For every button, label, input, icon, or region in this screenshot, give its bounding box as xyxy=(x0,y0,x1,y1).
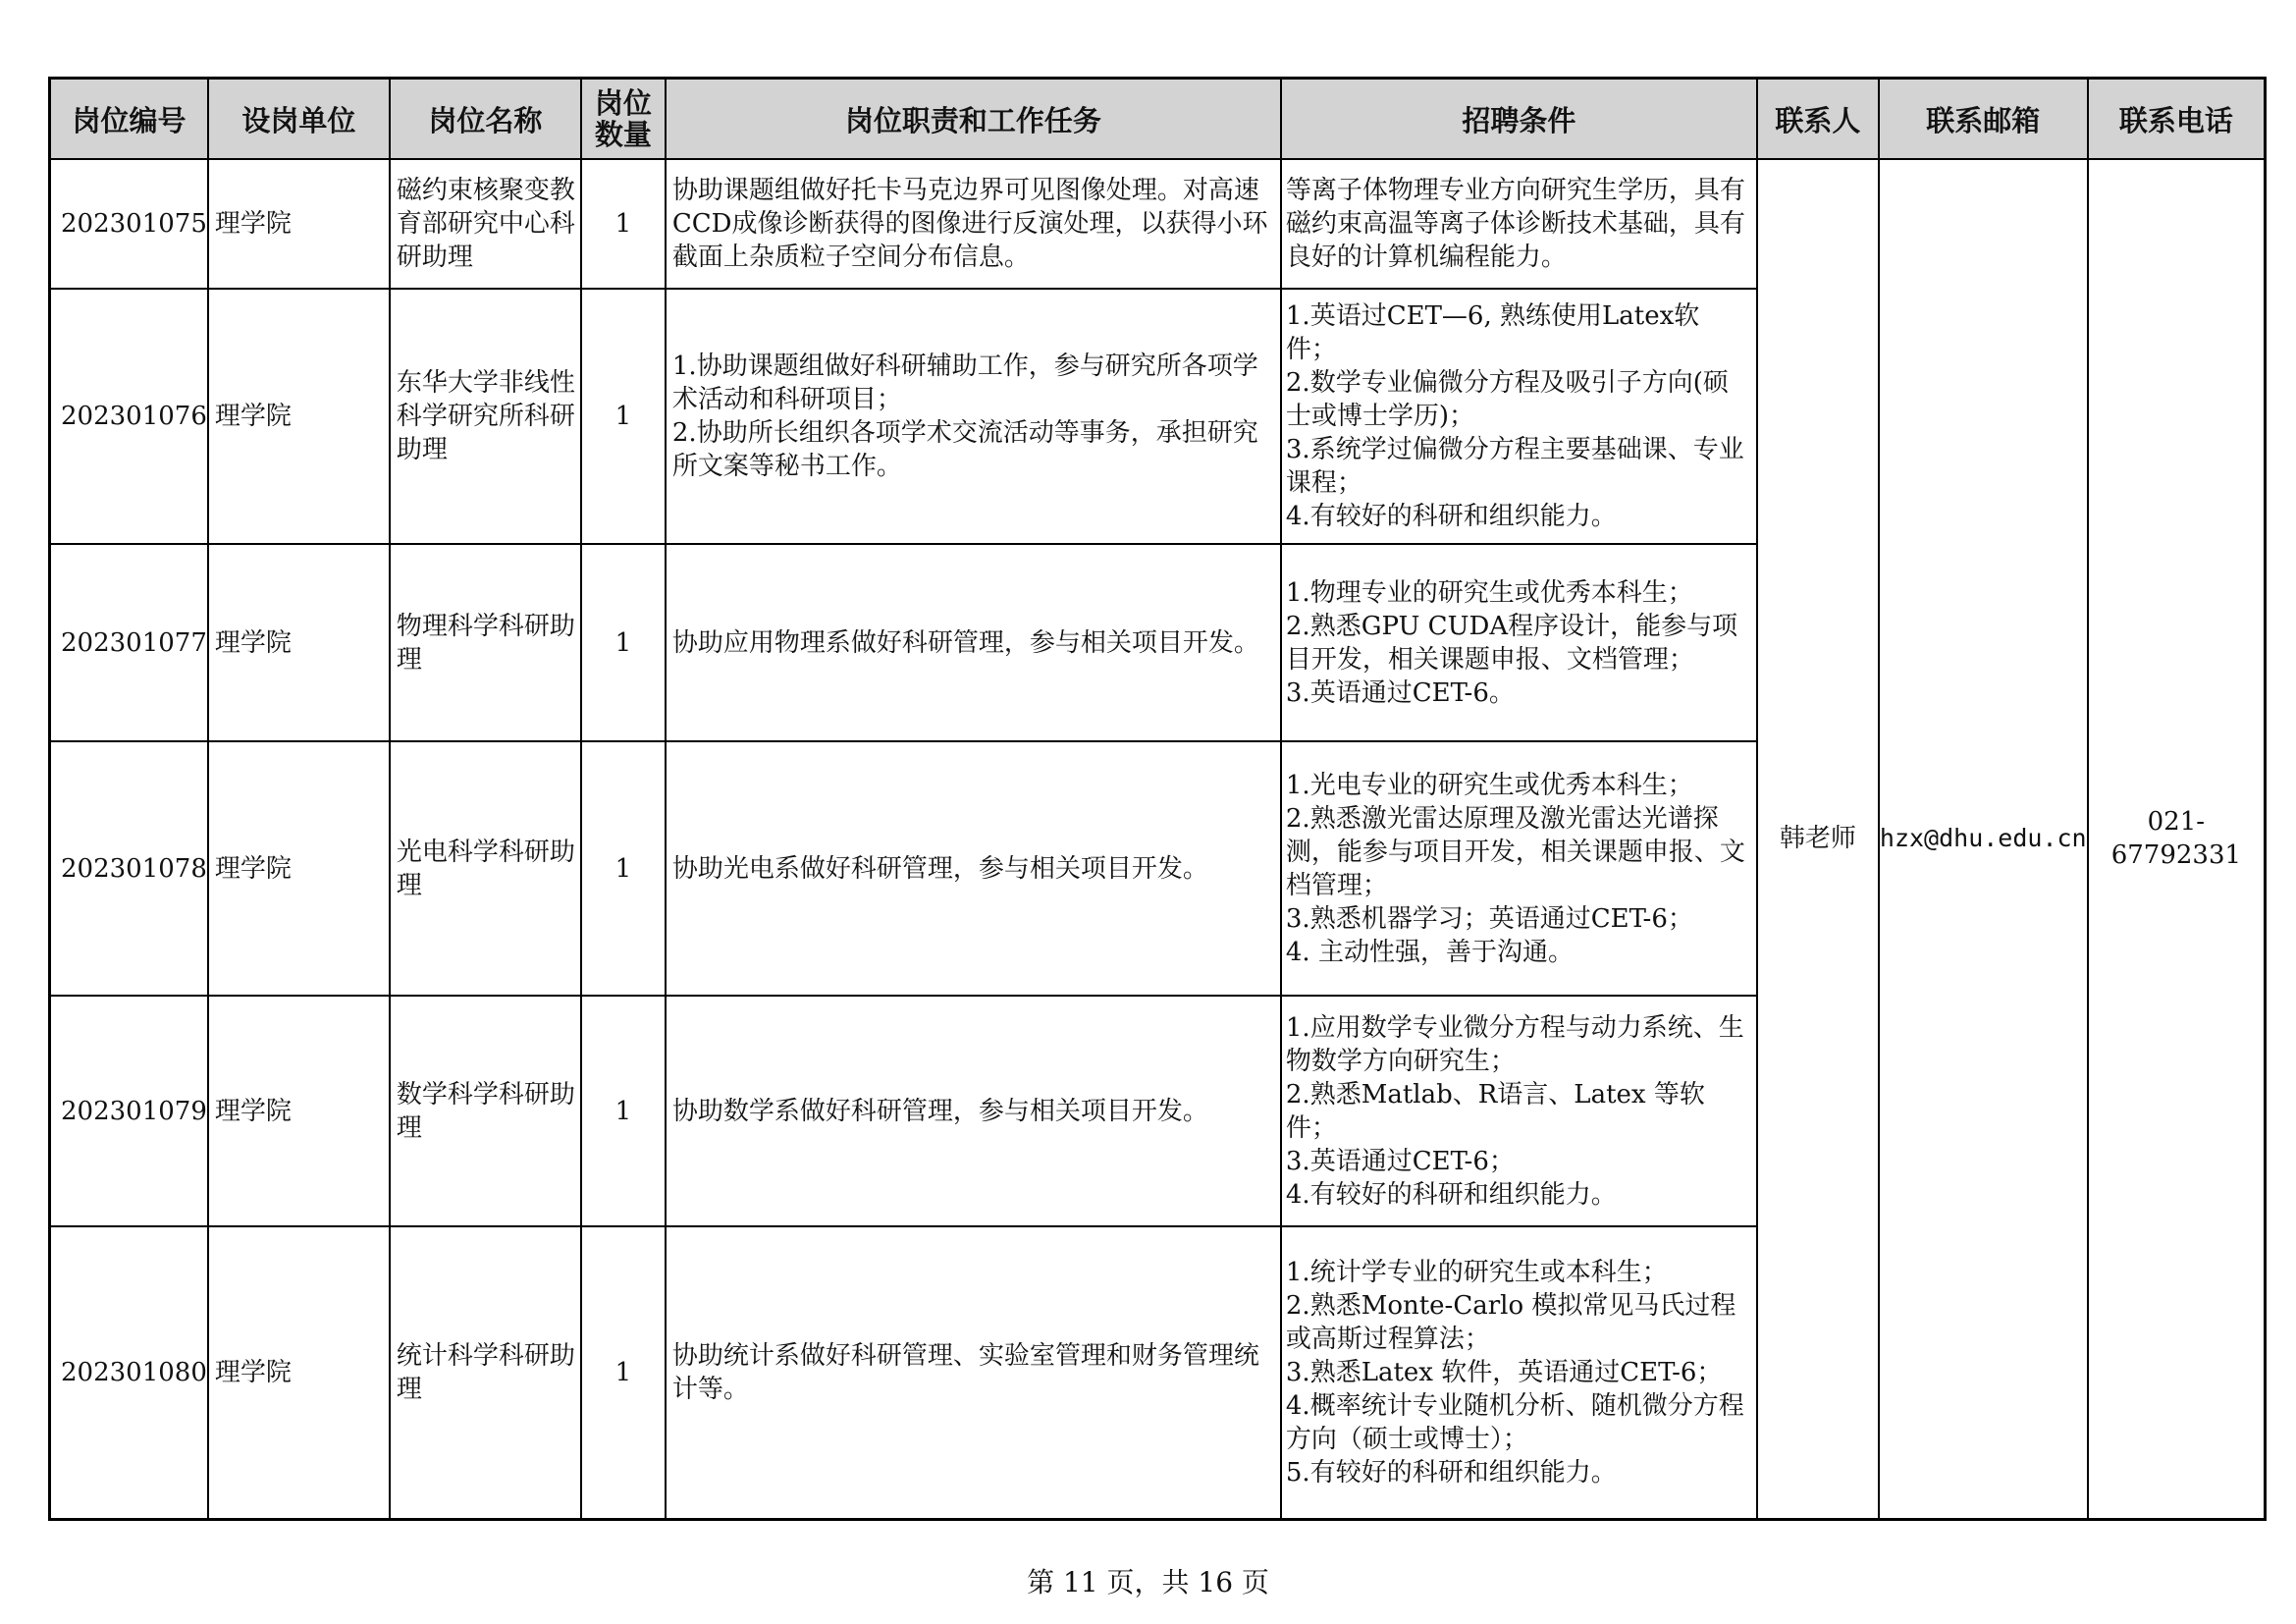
cell-qty: 1 xyxy=(581,1226,666,1519)
cell-qty: 1 xyxy=(581,544,666,741)
header-contact: 联系人 xyxy=(1757,79,1879,160)
header-unit: 设岗单位 xyxy=(208,79,390,160)
header-phone: 联系电话 xyxy=(2088,79,2266,160)
page-footer: 第 11 页，共 16 页 xyxy=(1027,1566,1269,1598)
cell-unit: 理学院 xyxy=(208,996,390,1226)
cell-id: 202301078 xyxy=(50,741,208,996)
cell-id: 202301076 xyxy=(50,289,208,544)
cell-qty: 1 xyxy=(581,741,666,996)
cell-id: 202301077 xyxy=(50,544,208,741)
cell-duty: 协助光电系做好科研管理，参与相关项目开发。 xyxy=(666,741,1281,996)
cell-requirements: 1.统计学专业的研究生或本科生； 2.熟悉Monte-Carlo 模拟常见马氏过程或高斯过程算法； 3.熟悉Latex 软件，英语通过CET-6； 4.概率统计专业随机分析、随机微分方程方向（硕士或博士）； 5.有较好的科研和组织能力。 xyxy=(1281,1226,1757,1519)
recruitment-table-sheet xyxy=(48,77,2267,1521)
cell-requirements: 1.光电专业的研究生或优秀本科生； 2.熟悉激光雷达原理及激光雷达光谱探测，能参与项目开发，相关课题申报、文档管理； 3.熟悉机器学习；英语通过CET-6； 4. 主动性强，善于沟通。 xyxy=(1281,741,1757,996)
cell-name: 数学科学科研助理 xyxy=(390,996,581,1226)
cell-qty: 1 xyxy=(581,289,666,544)
cell-name: 磁约束核聚变教育部研究中心科研助理 xyxy=(390,159,581,289)
header-qty-line1: 岗位 xyxy=(594,86,652,120)
cell-contact-phone: 021-67792331 xyxy=(2088,159,2266,1519)
cell-unit: 理学院 xyxy=(208,544,390,741)
cell-unit: 理学院 xyxy=(208,159,390,289)
cell-qty: 1 xyxy=(581,159,666,289)
header-duty: 岗位职责和工作任务 xyxy=(666,79,1281,160)
header-name: 岗位名称 xyxy=(390,79,581,160)
cell-requirements: 等离子体物理专业方向研究生学历，具有磁约束高温等离子体诊断技术基础，具有良好的计算机编程能力。 xyxy=(1281,159,1757,289)
cell-id: 202301080 xyxy=(50,1226,208,1519)
header-row xyxy=(50,79,2266,160)
cell-unit: 理学院 xyxy=(208,741,390,996)
cell-contact-person: 韩老师 xyxy=(1757,159,1879,1519)
cell-requirements: 1.物理专业的研究生或优秀本科生； 2.熟悉GPU CUDA程序设计，能参与项目开发，相关课题申报、文档管理； 3.英语通过CET-6。 xyxy=(1281,544,1757,741)
table-row xyxy=(50,159,2266,289)
cell-qty: 1 xyxy=(581,996,666,1226)
cell-contact-email: hzx@dhu.edu.cn xyxy=(1879,159,2088,1519)
cell-duty: 1.协助课题组做好科研辅助工作，参与研究所各项学术活动和科研项目； 2.协助所长组织各项学术交流活动等事务，承担研究所文案等秘书工作。 xyxy=(666,289,1281,544)
cell-duty: 协助数学系做好科研管理，参与相关项目开发。 xyxy=(666,996,1281,1226)
header-email: 联系邮箱 xyxy=(1879,79,2088,160)
cell-unit: 理学院 xyxy=(208,1226,390,1519)
cell-duty: 协助统计系做好科研管理、实验室管理和财务管理统计等。 xyxy=(666,1226,1281,1519)
header-qty-line2: 数量 xyxy=(594,118,652,151)
cell-name: 物理科学科研助理 xyxy=(390,544,581,741)
header-req: 招聘条件 xyxy=(1281,79,1757,160)
cell-id: 202301079 xyxy=(50,996,208,1226)
cell-requirements: 1.英语过CET—6, 熟练使用Latex软件； 2.数学专业偏微分方程及吸引子方向(硕士或博士学历)； 3.系统学过偏微分方程主要基础课、专业课程； 4.有较好的科研和组织能力。 xyxy=(1281,289,1757,544)
header-id: 岗位编号 xyxy=(50,79,208,160)
cell-name: 光电科学科研助理 xyxy=(390,741,581,996)
cell-name: 统计科学科研助理 xyxy=(390,1226,581,1519)
cell-name: 东华大学非线性科学研究所科研助理 xyxy=(390,289,581,544)
cell-id: 202301075 xyxy=(50,159,208,289)
recruitment-table xyxy=(48,77,2267,1521)
cell-unit: 理学院 xyxy=(208,289,390,544)
cell-duty: 协助课题组做好托卡马克边界可见图像处理。对高速CCD成像诊断获得的图像进行反演处理，以获得小环截面上杂质粒子空间分布信息。 xyxy=(666,159,1281,289)
cell-duty: 协助应用物理系做好科研管理，参与相关项目开发。 xyxy=(666,544,1281,741)
cell-requirements: 1.应用数学专业微分方程与动力系统、生物数学方向研究生； 2.熟悉Matlab、R语言、Latex 等软件； 3.英语通过CET-6； 4.有较好的科研和组织能力。 xyxy=(1281,996,1757,1226)
header-qty xyxy=(581,79,666,160)
